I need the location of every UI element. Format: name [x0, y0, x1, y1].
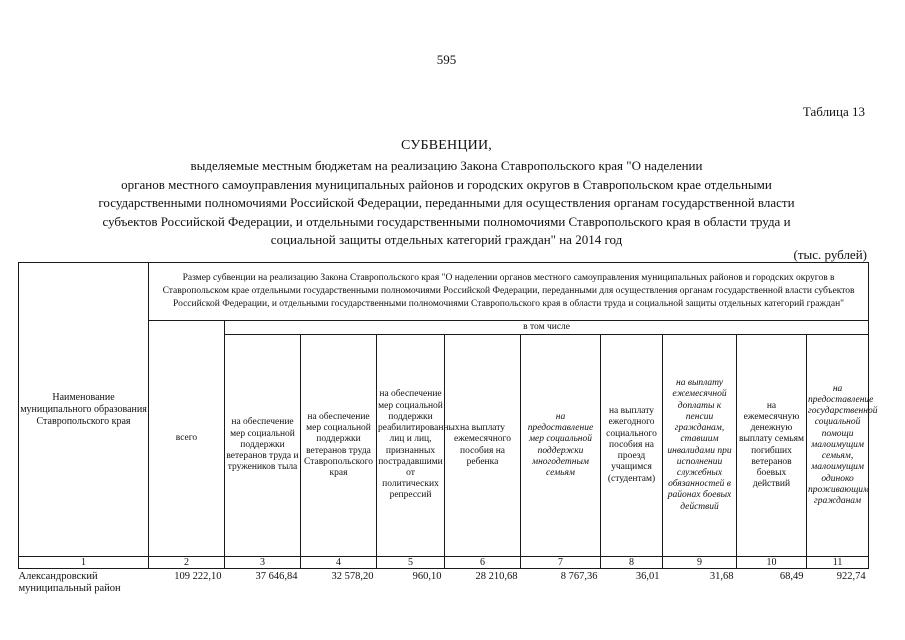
row-header-municipality: Наименование муниципального образования Ставропольского края	[19, 263, 149, 557]
subtitle-line: субъектов Российской Федерации, и отдельными государственными полномочиями Ставропольского края в области труда и	[102, 213, 791, 229]
table-cell: 37 646,84	[255, 571, 298, 582]
column-number: 1	[19, 557, 149, 569]
column-number: 3	[225, 557, 301, 569]
page-number: 595	[436, 52, 457, 67]
column-header: на обеспечение мер социальной поддержки ветеранов труда Ставропольского края	[301, 335, 377, 557]
document-subtitle	[32, 157, 861, 250]
table-cell: 109 222,10	[174, 571, 222, 582]
column-number: 8	[601, 557, 663, 569]
subtitle-line: государственными полномочиями Российской Федерации, переданными для осуществления органам государственной власти	[98, 195, 795, 210]
column-header: на предоставление государственной социальной помощи малоимущим семьям, малоимущим одиноко проживающим гражданам	[807, 335, 869, 557]
column-header: на выплату ежемесячной доплаты к пенсии гражданам, ставшим инвалидами при исполнении служебных обязанностей в районах боевых действий	[663, 335, 737, 557]
subsidies-table	[18, 262, 878, 595]
column-number: 9	[663, 557, 737, 569]
column-number: 10	[737, 557, 807, 569]
municipality-name: Александровский муниципальный район	[18, 571, 121, 594]
column-number: 5	[377, 557, 445, 569]
merged-column-header: Размер субвенции на реализацию Закона Ставропольского края "О наделении органов местного самоуправления муниципальных районов и городских округов в Ставропольском крае отдельными государственными полномочиями Российской Федерации, переданными для осуществления органам государственной власти субъектов Российской Федерации, и отдельными государственными полномочиями Ставропольского края в области труда и социальной защиты отдельных категорий граждан"	[149, 263, 869, 321]
column-number: 4	[301, 557, 377, 569]
table-cell: 32 578,20	[331, 571, 374, 582]
column-number: 2	[149, 557, 225, 569]
table-label: Таблица 13	[802, 104, 865, 119]
column-header: на обеспечение мер социальной поддержки реабилитированных лиц и лиц, признанных пострадавшими от политических репрессий	[377, 335, 445, 557]
table-cell: 922,74	[836, 571, 866, 582]
table-row	[19, 569, 869, 596]
table-cell: 28 210,68	[475, 571, 518, 582]
column-header: на предоставление мер социальной поддержки многодетным семьям	[521, 335, 601, 557]
column-header: на выплату ежемесячного пособия на ребенка	[445, 335, 521, 557]
units-label: (тыс. рублей)	[793, 247, 867, 262]
column-header-including: в том числе	[225, 321, 869, 335]
subtitle-line: социальной защиты отдельных категорий граждан" на 2014 год	[270, 232, 623, 247]
column-number: 7	[521, 557, 601, 569]
column-header: на выплату ежегодного социального пособия на проезд учащимся (студентам)	[601, 335, 663, 557]
table-cell: 36,01	[635, 571, 660, 582]
table-cell: 8 767,36	[560, 571, 598, 582]
column-header: на ежемесячную денежную выплату семьям погибших ветеранов боевых действий	[737, 335, 807, 557]
column-number: 11	[807, 557, 869, 569]
column-number: 6	[445, 557, 521, 569]
subtitle-line: выделяемые местным бюджетам на реализацию Закона Ставропольского края "О наделении	[190, 158, 703, 173]
document-title: СУБВЕНЦИИ,	[401, 138, 492, 153]
column-header-total: всего	[149, 321, 225, 557]
table-cell: 68,49	[779, 571, 804, 582]
table-cell: 31,68	[709, 571, 734, 582]
column-header: на обеспечение мер социальной поддержки ветеранов труда и тружеников тыла	[225, 335, 301, 557]
subtitle-line: органов местного самоуправления муниципальных районов и городских округов в Ставропольском крае отдельными	[121, 176, 772, 192]
table-cell: 960,10	[412, 571, 442, 582]
